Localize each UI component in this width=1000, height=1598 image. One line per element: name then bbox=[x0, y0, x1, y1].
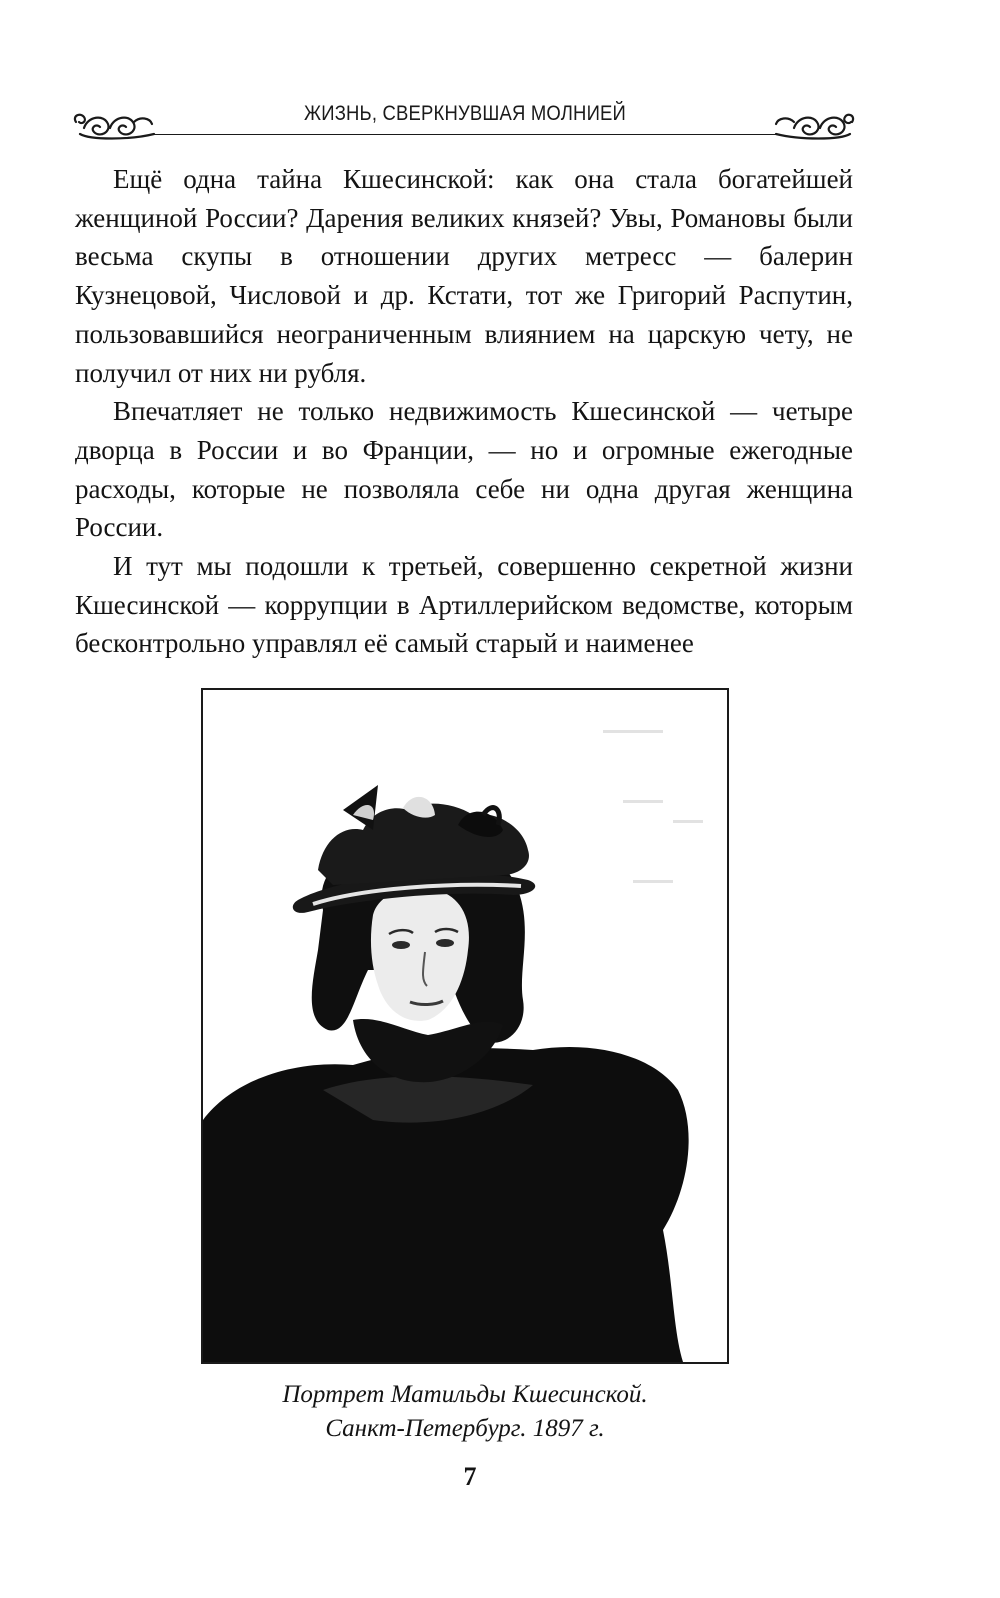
scroll-ornament-icon bbox=[70, 108, 158, 144]
paragraph: Ещё одна тайна Кшесинской: как она стала богатейшей женщиной России? Дарения великих князей? Увы, Романовы были весьма скупы в отношении других метресс — балерин Кузнецовой, Числовой и др. Кстати, тот же Григорий Распутин, пользовавшийся неограниченным влиянием на царскую чету, не получил от них ни рубля. bbox=[75, 164, 853, 388]
running-header-title: ЖИЗНЬ, СВЕРКНУВШАЯ МОЛНИЕЙ bbox=[304, 102, 626, 125]
page-number: 7 bbox=[463, 1462, 477, 1491]
paragraph: Впечатляет не только недвижимость Кшесинской — четыре дворца в России и во Франции, — но и огромные ежегодные расходы, которые не позволяла себе ни одна другая женщина России. bbox=[75, 396, 853, 543]
portrait-photo bbox=[201, 688, 729, 1364]
figure-caption bbox=[200, 1378, 730, 1446]
paragraph: И тут мы подошли к третьей, совершенно секретной жизни Кшесинской — коррупции в Артиллерийском ведомстве, которым бесконтрольно управлял её самый старый и наименее bbox=[75, 551, 853, 659]
header-rule bbox=[152, 134, 778, 135]
scroll-ornament-icon bbox=[772, 108, 860, 144]
caption-line: Портрет Матильды Кшесинской. bbox=[282, 1381, 648, 1408]
body-text bbox=[75, 160, 853, 663]
caption-line: Санкт-Петербург. 1897 г. bbox=[325, 1415, 605, 1442]
running-header bbox=[70, 98, 860, 144]
portrait-photo-image bbox=[203, 690, 727, 1362]
